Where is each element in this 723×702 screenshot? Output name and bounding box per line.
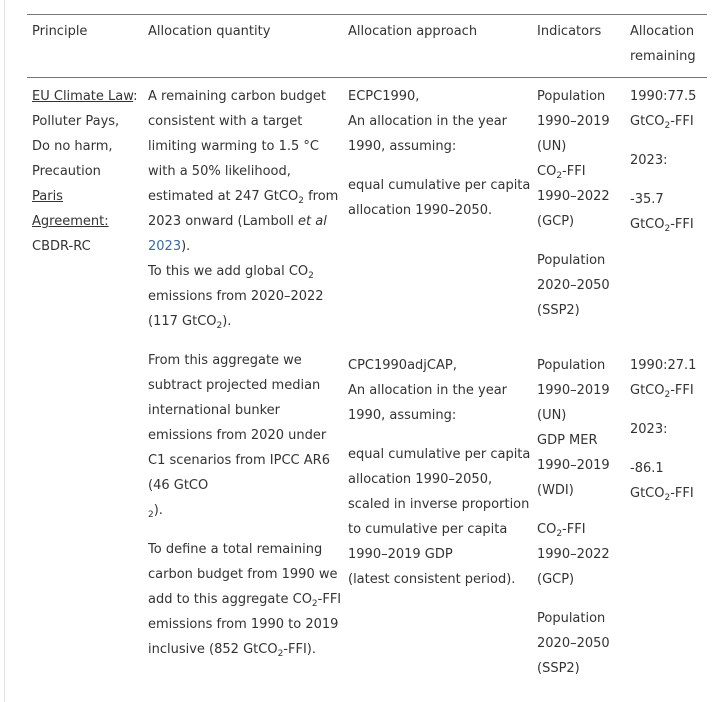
approach-cell-ecpc1990: ECPC1990, An allocation in the year 1990, assuming: equal cumulative per capita allocation 1990–2050. <box>348 89 531 218</box>
remaining-2023-unit-2: GtCO$_2$-FFI <box>630 486 694 503</box>
header-allocation-remaining: Allocation remaining <box>630 24 696 64</box>
remaining-2023-value: -35.7 <box>630 192 664 207</box>
header-bottom-rule <box>27 77 707 78</box>
paris-agreement-link[interactable]: Paris <box>32 189 63 204</box>
header-top-rule <box>27 14 707 15</box>
header-allocation-quantity: Allocation quantity <box>148 24 271 39</box>
header-indicators: Indicators <box>537 24 602 39</box>
remaining-2023-label-2: 2023: <box>630 422 668 437</box>
remaining-1990-unit: GtCO$_2$-FFI <box>630 114 694 131</box>
approach-cell-cpc1990adjcap: CPC1990adjCAP, An allocation in the year 1990, assuming: equal cumulative per capita allocation 1990–2050, scaled in inverse proportion to cumulative per capita 1990–2019 GDP (latest consistent period). <box>348 358 531 587</box>
eu-climate-law-link[interactable]: EU Climate Law <box>32 89 134 104</box>
paris-agreement-link-2[interactable]: Agreement: <box>32 214 109 229</box>
header-principle: Principle <box>32 24 88 39</box>
header-allocation-approach: Allocation approach <box>348 24 478 39</box>
remaining-2023-label: 2023: <box>630 153 668 168</box>
indicators-cell-1: Population 1990–2019 (UN) $CO_2$-FFI 1990–2022 (GCP) Population 2020–2050 (SSP2) <box>537 89 610 318</box>
quantity-cell: A remaining carbon budget consistent with a target limiting warming to 1.5 °C with a 50% likelihood, estimated at 247 GtCO$_2$ from 2023 onward (Lamboll et al 2023). To this we add global $CO_2$ emissions from 2020–2022 (117 GtCO$_2$). From this aggregate we subtract projected median international bunker emissions from 2020 under C1 scenarios from IPCC AR6 (46 GtCO $_2$). To define a total remaining carbon budget from 1990 we add to this aggregate $CO_2$-FFI emissions from 1990 to 2019 inclusive (852 GtCO$_2$-FFI). <box>148 89 342 659</box>
principle-cell: EU Climate Law: Polluter Pays, Do no harm, Precaution Paris Agreement: CBDR-RC <box>32 89 138 254</box>
indicators-cell-2: Population 1990–2019 (UN) GDP MER 1990–2019 (WDI) $CO_2$-FFI 1990–2022 (GCP) Population 2020–2050 (SSP2) <box>537 358 610 676</box>
remaining-1990-unit-2: GtCO$_2$-FFI <box>630 383 694 400</box>
citation-link[interactable]: 2023 <box>148 239 182 254</box>
remaining-1990-value-2: 1990:27.1 <box>630 358 697 373</box>
remaining-1990-value: 1990:77.5 <box>630 89 697 104</box>
remaining-2023-value-2: -86.1 <box>630 461 664 476</box>
page-left-border <box>4 0 5 702</box>
remaining-2023-unit: GtCO$_2$-FFI <box>630 217 694 234</box>
